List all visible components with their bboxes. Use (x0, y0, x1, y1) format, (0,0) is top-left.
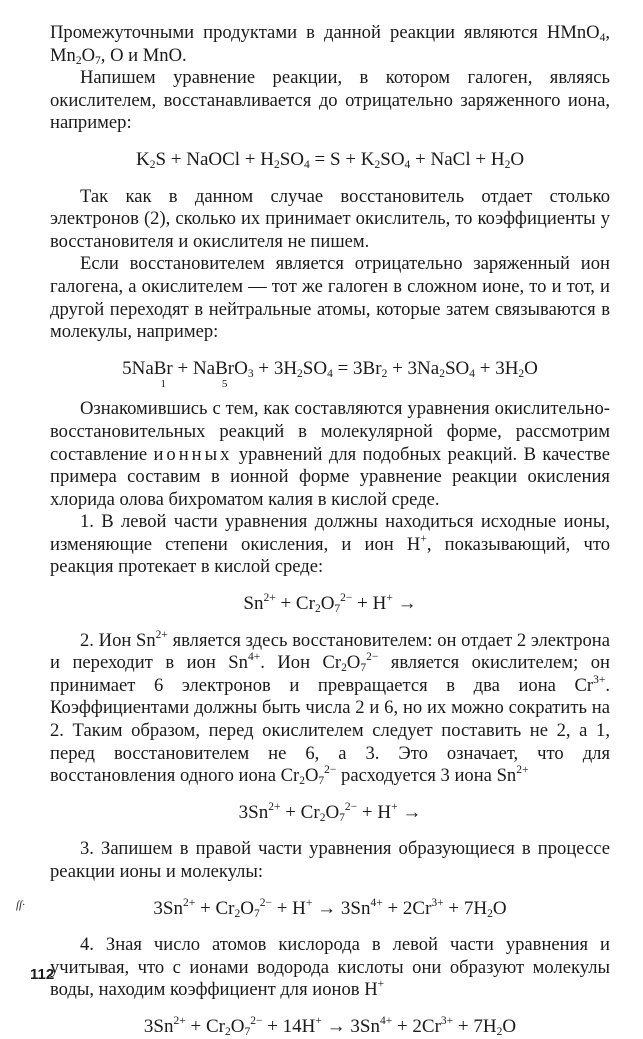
equation-step-1: $Sn^{2+} + Cr_2O_7^{2-} + H^+$ → (243, 592, 417, 616)
paragraph-step-4: 4. Зная число атомов кислорода в левой части уравнения и учитывая, что с ионами водорода кислоты они образуют молекулы воды, находим коэффициент для ионов H+ (50, 934, 610, 1001)
page-number: 112 (30, 966, 55, 983)
equation-step-2: $3Sn^{2+} + Cr_2O_7^{2-} + H^+$ → (238, 800, 422, 824)
paragraph-step-3: 3. Запишем в правой части уравнения образующиеся в процессе реакции ионы и молекулы: (50, 838, 610, 882)
paragraph-halogen-oxidizer: Напишем уравнение реакции, в котором галоген, являясь окислителем, восстанавливается до отрицательно заряженного иона, например: (50, 67, 610, 134)
paragraph-intermediates: Промежуточными продуктами в данной реакции являются HMnO$_4$, $Mn_2O_7$, O и MnO. (50, 22, 610, 67)
equation-step-4: $3Sn^{2+} + Cr_2O_7^{2-} + 14H^+ \to 3Sn^{4+} + 2Cr^{3+} + 7H_2O$ (143, 1014, 517, 1038)
paragraph-ionic-equations: Ознакомившись с тем, как составляются уравнения окислительно-восстановительных реакций в молекулярной форме, рассмотрим составление ионных уравнений для подобных реакций. В качестве примера составим в ионной форме уравнение реакции окисления хлорида олова бихроматом калия в кислой среде. (50, 398, 610, 510)
paragraph-electron-balance: Так как в данном случае восстановитель отдает столько электронов (2), сколько их принимает окислитель, то коэффициенты у восстановителя и окислителя не пишем. (50, 185, 610, 252)
equation-k2s-naocl: $K_2S$ + NaOCl + $H_2SO_4 = S + K_2SO_4$ + NaCl + $H_2O$ (135, 148, 525, 171)
equation-nabr-nabro3: 5NaBr 1 + NaBr 5 $O_3 + 3H_2SO_4 = 3Br_2 + 3Na_2SO_4 + 3H_2O$ (122, 357, 538, 390)
margin-mark: ſſ· (16, 898, 25, 911)
paragraph-step-2: 2. Ион $Sn^{2+}$ является здесь восстановителем: он отдает 2 электрона и переходит в ион $Sn^{4+}$. Ион $Cr_2O_7^{2-}$ является окислителем; он принимает 6 электронов и превращается в два иона $Cr^{3+}$. Коэффициентами должны быть числа 2 и 6, но их можно сократить на 2. Таким образом, перед окислителем следует поставить не 2, а 1, перед восстановителем не 6, а 3. Это означает, что для восстановления одного иона $Cr_2O_7^{2-}$ расходуется 3 иона $Sn^{2+}$ (50, 628, 610, 788)
paragraph-halogen-ion-reducer: Если восстановителем является отрицательно заряженный ион галогена, а окислителем — тот же галоген в сложном ионе, то и тот, и другой переходят в нейтральные атомы, которые затем связываются в молекулы, например: (50, 253, 610, 343)
paragraph-step-1: 1. В левой части уравнения должны находиться исходные ионы, изменяющие степени окисления, и ион H+, показывающий, что реакция протекает в кислой среде: (50, 511, 611, 578)
equation-step-3: ſſ· $3Sn^{2+} + Cr_2O_7^{2-} + H^+ \to 3Sn^{4+} + 2Cr^{3+} + 7H_2O$ (50, 898, 610, 921)
